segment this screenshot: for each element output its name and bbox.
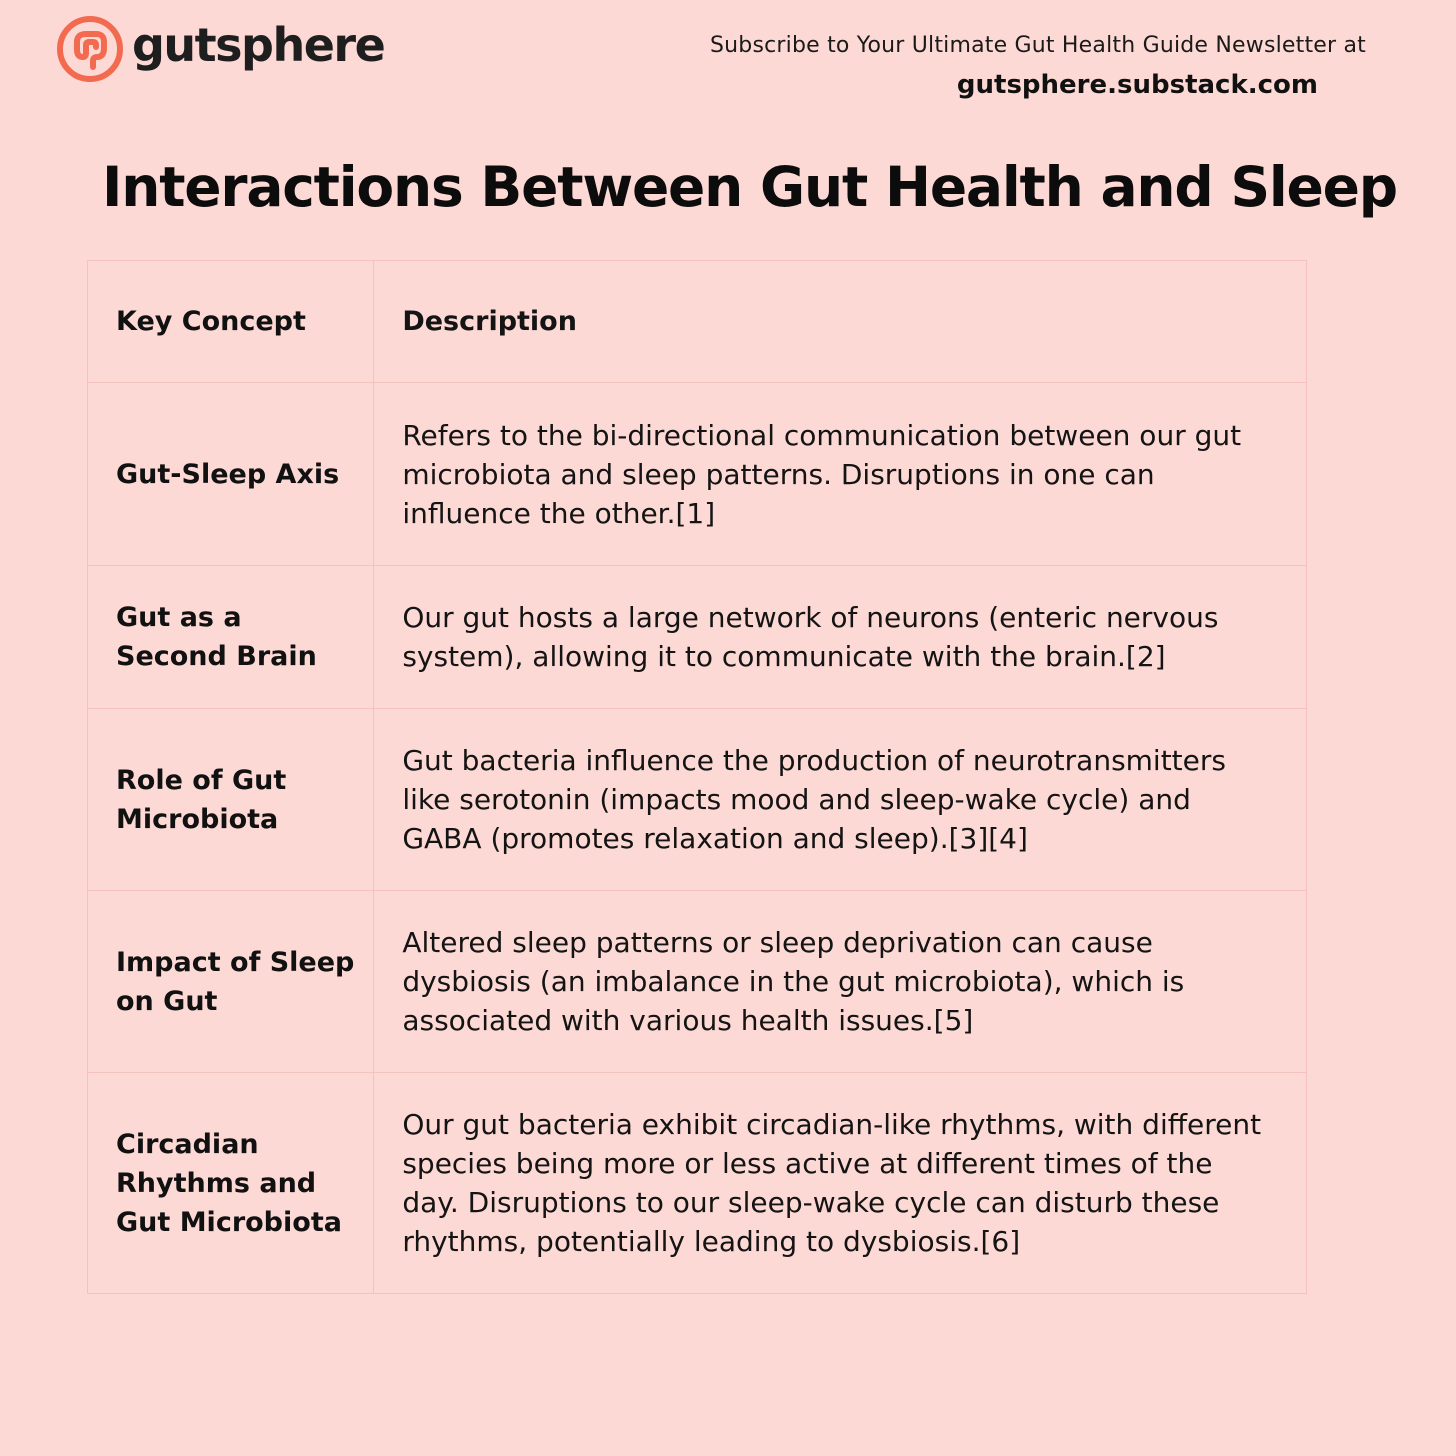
- page-title: Interactions Between Gut Health and Sleep: [102, 155, 1397, 219]
- description-cell: Our gut hosts a large network of neurons (enteric nervous system), allowing it to communicate with the brain.[2]: [374, 566, 1307, 709]
- concept-cell: Gut as a Second Brain: [88, 566, 374, 709]
- description-cell: Refers to the bi-directional communication between our gut microbiota and sleep patterns. Disruptions in one can influence the other.[1]: [374, 383, 1307, 566]
- table-row: [88, 709, 1307, 891]
- header: [0, 0, 1456, 130]
- concepts-table: [87, 260, 1307, 1294]
- brand-name: gutsphere: [132, 18, 385, 72]
- concept-cell: Gut-Sleep Axis: [88, 383, 374, 566]
- concept-cell: Circadian Rhythms and Gut Microbiota: [88, 1073, 374, 1294]
- concept-cell: Impact of Sleep on Gut: [88, 891, 374, 1073]
- subscribe-link[interactable]: gutsphere.substack.com: [956, 70, 1318, 100]
- column-header-key-concept: Key Concept: [88, 261, 374, 383]
- concept-cell: Role of Gut Microbiota: [88, 709, 374, 891]
- table-row: [88, 891, 1307, 1073]
- column-header-description: Description: [374, 261, 1307, 383]
- brand-logo[interactable]: [56, 12, 384, 86]
- description-cell: Gut bacteria influence the production of neurotransmitters like serotonin (impacts mood and sleep-wake cycle) and GABA (promotes relaxation and sleep).[3][4]: [374, 709, 1307, 891]
- table-row: [88, 566, 1307, 709]
- table-row: [88, 1073, 1307, 1294]
- gut-logo-icon: [56, 15, 124, 83]
- description-cell: Altered sleep patterns or sleep deprivation can cause dysbiosis (an imbalance in the gut microbiota), which is associated with various health issues.[5]: [374, 891, 1307, 1073]
- description-cell: Our gut bacteria exhibit circadian-like rhythms, with different species being more or less active at different times of the day. Disruptions to our sleep-wake cycle can disturb these rhythms, potentially leading to dysbiosis.[6]: [374, 1073, 1307, 1294]
- table-row: [88, 383, 1307, 566]
- table-header-row: [88, 261, 1307, 383]
- subscribe-text: Subscribe to Your Ultimate Gut Health Guide Newsletter at: [709, 33, 1366, 58]
